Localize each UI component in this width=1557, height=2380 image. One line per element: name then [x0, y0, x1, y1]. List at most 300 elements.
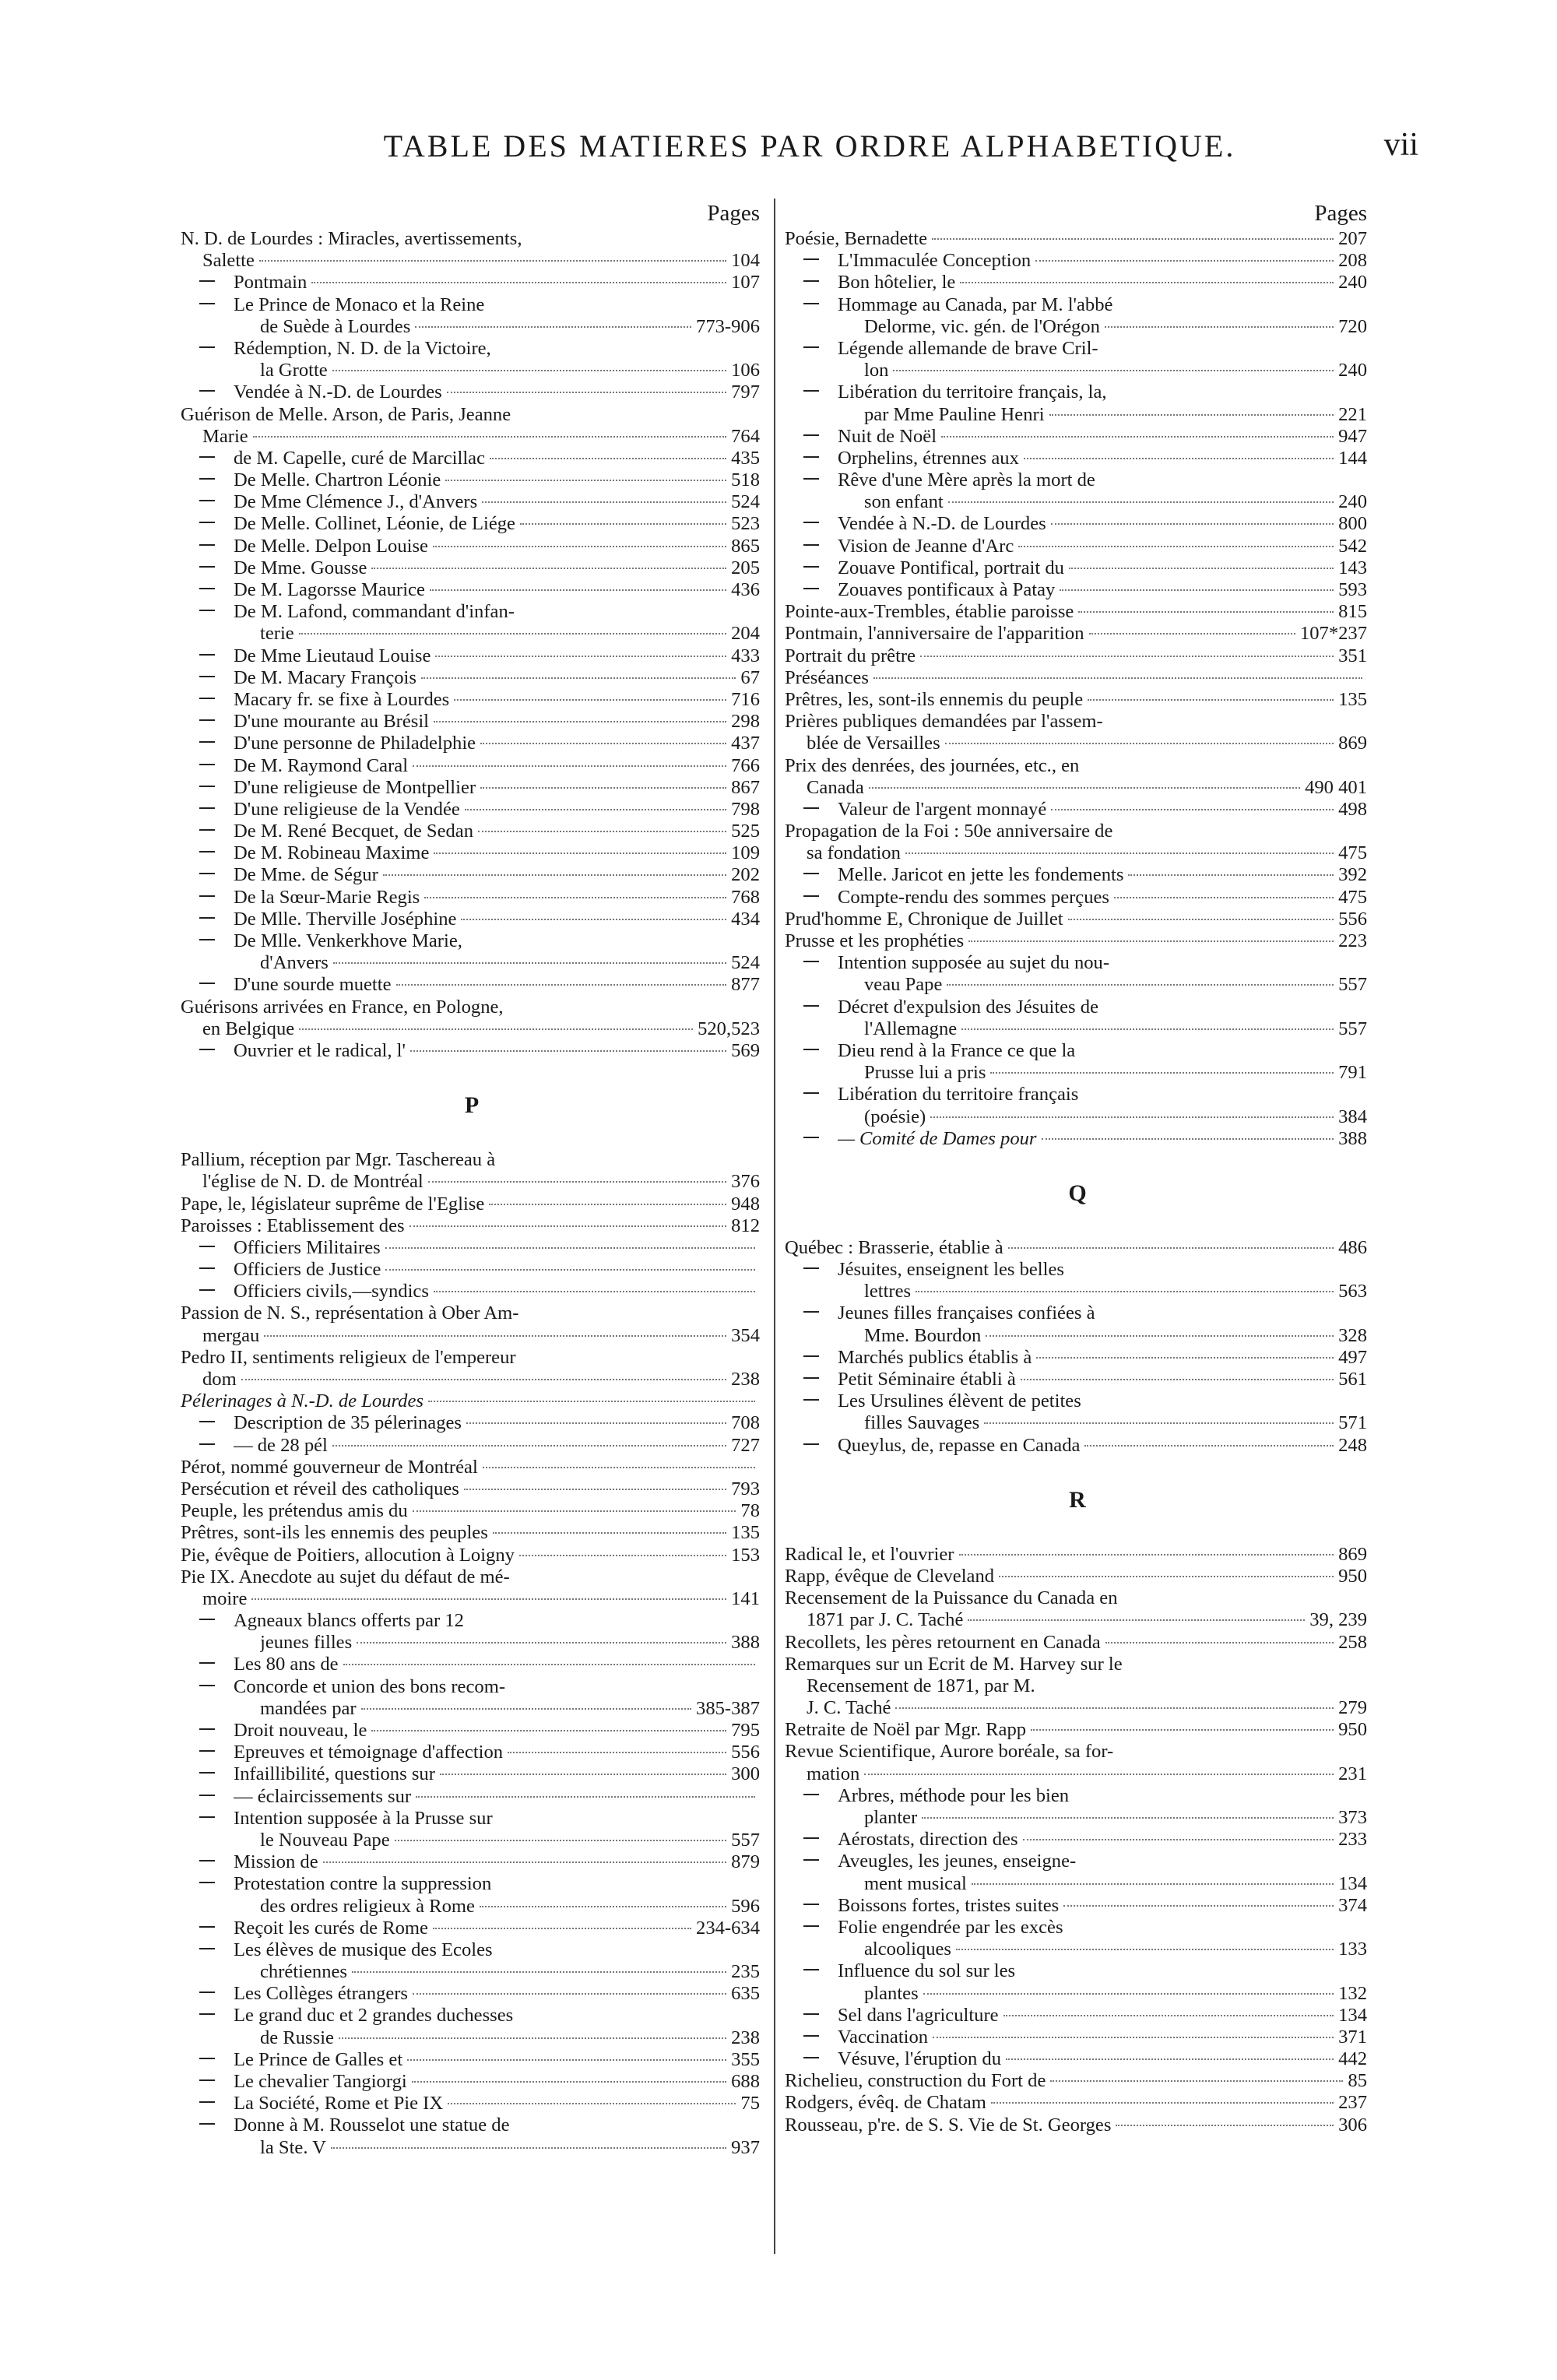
page-reference: 947 [1338, 425, 1367, 447]
index-entry [785, 930, 1370, 952]
index-subentry [181, 974, 763, 996]
ditto-dash [803, 566, 819, 568]
index-subentry [181, 557, 763, 579]
ditto-dash [803, 873, 819, 874]
index-subentry [785, 2027, 1370, 2048]
index-entry [785, 755, 1370, 799]
entry-text: Prix des denrées, des journées, etc., en [785, 754, 1080, 776]
entry-text: Dieu rend à la France ce que la [838, 1039, 1076, 1061]
entry-text: Pontmain [234, 272, 308, 294]
dot-leader [1035, 260, 1334, 262]
ditto-dash [803, 1049, 819, 1050]
dot-leader [493, 1532, 726, 1534]
dot-leader [869, 787, 1300, 789]
page-reference: 134 [1338, 2004, 1367, 2026]
page-reference: 525 [731, 821, 760, 842]
page-reference: 355 [731, 2048, 760, 2070]
running-header [179, 117, 1440, 171]
entry-text: Recollets, les pères retournent en Canada [785, 1631, 1101, 1653]
entry-text: Aveugles, les jeunes, enseigne- [838, 1851, 1077, 1872]
dot-leader [945, 743, 1334, 744]
index-subentry [785, 1128, 1370, 1150]
dot-leader [968, 940, 1334, 942]
page-reference: 498 [1338, 798, 1367, 820]
index-subentry [181, 1281, 763, 1302]
ditto-dash [803, 2035, 819, 2037]
index-subentry [785, 799, 1370, 821]
index-entry [785, 667, 1370, 689]
dot-leader [961, 1028, 1334, 1030]
entry-text: Vésuve, l'éruption du [838, 2048, 1002, 2070]
page-reference: 879 [731, 1851, 760, 1873]
page-reference: 208 [1338, 250, 1367, 272]
entry-text: De Melle. Collinet, Léonie, de Liége [234, 513, 515, 535]
entry-text: Prud'homme E, Chronique de Juillet [785, 908, 1063, 930]
ditto-dash [199, 1246, 215, 1247]
dot-leader [1089, 633, 1295, 635]
entry-text: Vaccination [838, 2026, 929, 2048]
dot-leader [932, 238, 1334, 240]
ditto-dash [199, 2101, 215, 2103]
entry-text: De M. Robineau Maxime [234, 842, 430, 864]
index-subentry [181, 909, 763, 930]
index-entry [181, 1457, 763, 1478]
section-letter: P [464, 1092, 480, 1119]
entry-text-continued: planter [864, 1807, 918, 1828]
pages-column-heading: Pages [1314, 201, 1367, 226]
dot-leader [520, 523, 726, 525]
entry-text: Pape, le, législateur suprême de l'Eglise [181, 1193, 485, 1215]
ditto-dash [199, 1619, 215, 1620]
dot-leader [409, 1225, 727, 1227]
index-entry [785, 601, 1370, 623]
ditto-dash [199, 895, 215, 897]
entry-text-continued: de Russie [260, 2027, 334, 2048]
entry-text-continued: mandées par [260, 1697, 357, 1719]
dot-leader [986, 1335, 1334, 1337]
index-subentry [785, 864, 1370, 886]
entry-text: Les Collèges étrangers [234, 1983, 408, 2005]
page-reference: 937 [731, 2136, 760, 2158]
entry-text: L'Immaculée Conception [838, 250, 1032, 272]
ditto-dash [199, 500, 215, 501]
entry-text: Rédemption, N. D. de la Victoire, [234, 337, 491, 359]
ditto-dash [803, 346, 819, 348]
index-subentry [785, 338, 1370, 381]
ditto-dash [803, 1859, 819, 1861]
ditto-dash [803, 1443, 819, 1445]
entry-text: Passion de N. S., représentation à Ober Am- [181, 1302, 519, 1324]
page-reference: 869 [1338, 733, 1367, 754]
index-subentry [181, 864, 763, 886]
entry-text: Le Prince de Monaco et la Reine [234, 294, 485, 315]
page-reference: 306 [1338, 2114, 1367, 2136]
ditto-dash [199, 851, 215, 853]
dot-leader [332, 1445, 726, 1447]
ditto-dash [803, 1267, 819, 1269]
index-subentry [181, 887, 763, 909]
index-subentry [181, 842, 763, 864]
index-entry [785, 228, 1370, 250]
dot-leader [916, 1291, 1334, 1292]
page-reference: 354 [731, 1324, 760, 1346]
index-subentry [785, 1435, 1370, 1457]
index-subentry [785, 448, 1370, 469]
page-reference: 258 [1338, 1631, 1367, 1653]
entry-text: Prusse et les prophéties [785, 930, 965, 951]
index-subentry [785, 1785, 1370, 1829]
entry-text: De Mlle. Therville Joséphine [234, 908, 457, 930]
page-reference: 556 [731, 1742, 760, 1763]
index-subentry [181, 1939, 763, 1983]
ditto-dash [803, 1355, 819, 1357]
ditto-dash [199, 741, 215, 743]
entry-text: Officiers de Justice [234, 1259, 381, 1281]
entry-text: Vision de Jeanne d'Arc [838, 535, 1014, 557]
dot-leader [1068, 919, 1334, 920]
dot-leader [371, 568, 726, 569]
page-reference: 104 [731, 250, 760, 272]
ditto-dash [803, 456, 819, 458]
index-entry [181, 1478, 763, 1500]
dot-leader [454, 699, 726, 701]
entry-text: D'une sourde muette [234, 974, 392, 996]
dot-leader [873, 677, 1362, 679]
ditto-dash [199, 764, 215, 765]
page-reference: 279 [1338, 1697, 1367, 1719]
pages-column-heading: Pages [707, 201, 760, 226]
page-reference: 442 [1338, 2048, 1367, 2070]
index-entry [181, 404, 763, 448]
entry-text: Persécution et réveil des catholiques [181, 1478, 459, 1499]
dot-leader [385, 1247, 755, 1249]
dot-leader [1084, 1445, 1334, 1447]
dot-leader [410, 1050, 726, 1052]
section-spacer [785, 1150, 1370, 1170]
index-subentry [181, 579, 763, 601]
dot-leader [490, 458, 726, 459]
index-subentry [785, 1259, 1370, 1302]
ditto-dash [803, 1311, 819, 1313]
entry-text: Pie IX. Anecdote au sujet du défaut de mé- [181, 1566, 510, 1587]
page-reference: 475 [1338, 842, 1367, 864]
index-subentry [181, 1654, 763, 1675]
dot-leader [482, 501, 726, 503]
index-subentry [181, 2049, 763, 2071]
entry-text: D'une personne de Philadelphie [234, 733, 476, 754]
entry-text: N. D. de Lourdes : Miracles, avertissements, [181, 228, 522, 249]
index-subentry [181, 272, 763, 294]
ditto-dash [803, 1377, 819, 1379]
entry-text: Prêtres, sont-ils les ennemis des peuples [181, 1522, 488, 1544]
dot-leader [959, 1554, 1334, 1556]
dot-leader [371, 1730, 726, 1731]
section-letter: R [1069, 1486, 1086, 1513]
dot-leader [933, 2037, 1334, 2038]
ditto-dash [199, 1685, 215, 1686]
ditto-dash [199, 522, 215, 523]
entry-text: Rousseau, p're. de S. S. Vie de St. Georges [785, 2114, 1112, 2136]
dot-leader [895, 1707, 1334, 1709]
index-subentry [181, 689, 763, 711]
ditto-dash [803, 1137, 819, 1138]
index-entry [181, 1149, 763, 1193]
dot-leader [434, 853, 726, 854]
ditto-dash [199, 2058, 215, 2059]
page-reference: 109 [731, 842, 760, 864]
page-reference: 563 [1338, 1281, 1367, 1302]
index-entry [181, 1215, 763, 1237]
dot-leader [383, 874, 726, 876]
dot-leader [999, 1576, 1334, 1577]
index-subentry [785, 513, 1370, 535]
ditto-dash [803, 1005, 819, 1007]
page-reference: 561 [1338, 1369, 1367, 1390]
entry-text: De Mlle. Venkerkhove Marie, [234, 930, 462, 951]
dot-leader [361, 1708, 691, 1710]
page-reference: 300 [731, 1763, 760, 1785]
ditto-dash [199, 303, 215, 304]
ditto-dash [803, 1794, 819, 1795]
dot-leader [332, 370, 726, 371]
page-reference: 231 [1338, 1763, 1367, 1784]
ditto-dash [199, 1267, 215, 1269]
dot-leader [948, 501, 1334, 503]
page-reference: 240 [1338, 272, 1367, 294]
dot-leader [343, 1664, 755, 1665]
entry-text: Epreuves et témoignage d'affection [234, 1742, 504, 1763]
index-entry [785, 1544, 1370, 1566]
dot-leader [1051, 809, 1334, 810]
index-entry [181, 228, 763, 272]
dot-leader [415, 326, 691, 328]
index-subentry [181, 1808, 763, 1851]
ditto-dash [199, 654, 215, 656]
dot-leader [416, 1796, 755, 1798]
ditto-dash [199, 676, 215, 677]
entry-text: — éclaircissements sur [234, 1785, 412, 1807]
entry-text: Jeunes filles françaises confiées à [838, 1302, 1095, 1324]
entry-text: Influence du sol sur les [838, 1960, 1016, 1982]
page-reference: 39, 239 [1309, 1609, 1367, 1631]
index-entry [785, 909, 1370, 930]
entry-text: Remarques sur un Ecrit de M. Harvey sur le [785, 1653, 1123, 1675]
dot-leader [264, 1335, 726, 1337]
entry-text: Orphelins, étrennes aux [838, 447, 1019, 469]
page-reference: 204 [731, 623, 760, 645]
page-reference: 240 [1338, 491, 1367, 513]
entry-text-continued: ment musical [864, 1872, 967, 1894]
dot-leader [440, 1774, 726, 1775]
index-subentry [181, 536, 763, 557]
entry-text: D'une religieuse de Montpellier [234, 776, 476, 798]
ditto-dash [199, 719, 215, 721]
dot-leader [905, 853, 1334, 854]
entry-text: — Comité de Dames pour [838, 1127, 1037, 1149]
page-reference: 950 [1338, 1565, 1367, 1587]
entry-text: Petit Séminaire établi à [838, 1369, 1016, 1390]
dot-leader [1105, 1642, 1334, 1644]
section-spacer [181, 1129, 763, 1149]
dot-leader [941, 436, 1334, 438]
entry-text-continued: l'Allemagne [864, 1018, 958, 1039]
page-reference: 557 [731, 1829, 760, 1851]
ditto-dash [199, 610, 215, 611]
ditto-dash [199, 983, 215, 984]
entry-text-continued: mation [807, 1763, 860, 1784]
ditto-dash [199, 1860, 215, 1861]
entry-text: Description de 35 pélerinages [234, 1412, 462, 1434]
page-reference: 237 [1338, 2092, 1367, 2114]
page-reference: 392 [1338, 864, 1367, 886]
index-subentry [181, 645, 763, 667]
entry-text: Les Ursulines élèvent de petites [838, 1390, 1081, 1412]
page-reference: 720 [1338, 315, 1367, 337]
entry-text: Vendée à N.-D. de Lourdes [234, 381, 442, 403]
entry-text: Compte-rendu des sommes perçues [838, 886, 1110, 908]
entry-text: Sel dans l'agriculture [838, 2004, 999, 2026]
page-reference: 766 [731, 754, 760, 776]
entry-text: Portrait du prêtre [785, 645, 916, 666]
page-reference: 593 [1338, 579, 1367, 600]
entry-text: Macary fr. se fixe à Lourdes [234, 688, 450, 710]
entry-text: Pointe-aux-Trembles, établie paroisse [785, 601, 1074, 623]
dot-leader [333, 962, 726, 964]
index-subentry [181, 1676, 763, 1720]
page-reference: 727 [731, 1434, 760, 1456]
page-reference: 950 [1338, 1719, 1367, 1741]
page-reference: 523 [731, 513, 760, 535]
dot-leader [445, 480, 726, 481]
index-entry [785, 1719, 1370, 1741]
index-subentry [785, 1084, 1370, 1127]
entry-text-continued: chrétiennes [260, 1961, 347, 1983]
page-reference: 85 [1348, 2070, 1367, 2092]
index-entry [785, 2092, 1370, 2114]
index-subentry [181, 1742, 763, 1763]
ditto-dash [199, 346, 215, 348]
page-reference: 141 [731, 1587, 760, 1609]
page-reference: 221 [1338, 403, 1367, 425]
index-subentry [785, 1851, 1370, 1894]
page-reference: 475 [1338, 886, 1367, 908]
ditto-dash [199, 1992, 215, 1993]
dot-leader [1018, 546, 1334, 547]
entry-text: Le chevalier Tangiorgi [234, 2071, 407, 2092]
page-reference: 815 [1338, 601, 1367, 623]
index-entry [181, 1302, 763, 1346]
ditto-dash [199, 390, 215, 392]
dot-leader [1063, 1905, 1334, 1907]
entry-text: Préséances [785, 666, 869, 688]
page-reference: 238 [731, 1369, 760, 1390]
entry-text: Folie engendrée par les excès [838, 1916, 1063, 1938]
column-divider [774, 199, 775, 2254]
entry-text-continued: Salette [202, 250, 255, 272]
section-spacer [785, 1524, 1370, 1544]
page-reference: 436 [731, 579, 760, 600]
entry-text-continued: veau Pape [864, 974, 943, 996]
ditto-dash [199, 1049, 215, 1050]
page-reference: 374 [1338, 1894, 1367, 1916]
page-reference: 434 [731, 908, 760, 930]
index-subentry [785, 1895, 1370, 1917]
page-reference: 144 [1338, 447, 1367, 469]
page-reference: 791 [1338, 1062, 1367, 1084]
section-spacer [785, 1457, 1370, 1477]
ditto-dash [803, 434, 819, 436]
dot-leader [424, 897, 726, 898]
page-reference: 867 [731, 776, 760, 798]
index-subentry [181, 930, 763, 974]
ditto-dash [199, 1750, 215, 1752]
entry-text-continued: J. C. Taché [807, 1697, 891, 1719]
ditto-dash [199, 807, 215, 809]
index-subentry [785, 1369, 1370, 1390]
dot-leader [428, 1181, 726, 1183]
ditto-dash [803, 390, 819, 392]
dot-leader [331, 2147, 726, 2149]
entry-text: Les élèves de musique des Ecoles [234, 1939, 493, 1960]
entry-text: Radical le, et l'ouvrier [785, 1543, 954, 1565]
page-reference: 233 [1338, 1829, 1367, 1851]
entry-text: Recensement de la Puissance du Canada en [785, 1587, 1118, 1609]
dot-leader [259, 260, 726, 262]
dot-leader [483, 1467, 755, 1468]
entry-text: Jésuites, enseignent les belles [838, 1259, 1064, 1281]
index-subentry [785, 1917, 1370, 1960]
entry-text: Officiers civils,—syndics [234, 1281, 429, 1302]
ditto-dash [803, 303, 819, 304]
entry-text: De M. Lafond, commandant d'infan- [234, 601, 515, 623]
index-subentry [181, 1237, 763, 1259]
page-reference: 153 [731, 1544, 760, 1566]
page-reference: 524 [731, 952, 760, 974]
entry-text-continued: son enfant [864, 491, 944, 513]
dot-leader [241, 1379, 726, 1380]
index-entry [181, 1390, 763, 1412]
ditto-dash [803, 807, 819, 809]
entry-text: Vendée à N.-D. de Lourdes [838, 513, 1046, 535]
dot-leader [434, 721, 726, 722]
dot-leader [448, 2103, 736, 2104]
index-entry [785, 2115, 1370, 2136]
ditto-dash [199, 917, 215, 919]
entry-text-continued: Canada [807, 776, 864, 798]
index-subentry [785, 1390, 1370, 1434]
index-subentry [181, 821, 763, 842]
ditto-dash [199, 1421, 215, 1422]
section-letter: Q [1068, 1179, 1087, 1206]
entry-text: Agneaux blancs offerts par 12 [234, 1610, 464, 1632]
entry-text: Hommage au Canada, par M. l'abbé [838, 294, 1113, 315]
page-reference: 490 401 [1305, 776, 1367, 798]
page-reference: 235 [731, 1961, 760, 1983]
index-subentry [181, 1918, 763, 1939]
dot-leader [1023, 1839, 1334, 1840]
entry-text: Poésie, Bernadette [785, 228, 928, 249]
page-reference: 497 [1338, 1346, 1367, 1368]
index-subentry [181, 1786, 763, 1808]
entry-text: Pélerinages à N.-D. de Lourdes [181, 1390, 424, 1412]
entry-text: Revue Scientifique, Aurore boréale, sa for- [785, 1741, 1114, 1763]
index-entry [785, 2070, 1370, 2092]
ditto-dash [199, 1772, 215, 1774]
entry-text: Retraite de Noël par Mgr. Rapp [785, 1719, 1027, 1741]
entry-text: De M. Raymond Caral [234, 754, 409, 776]
index-subentry [785, 294, 1370, 338]
index-subentry [181, 338, 763, 381]
